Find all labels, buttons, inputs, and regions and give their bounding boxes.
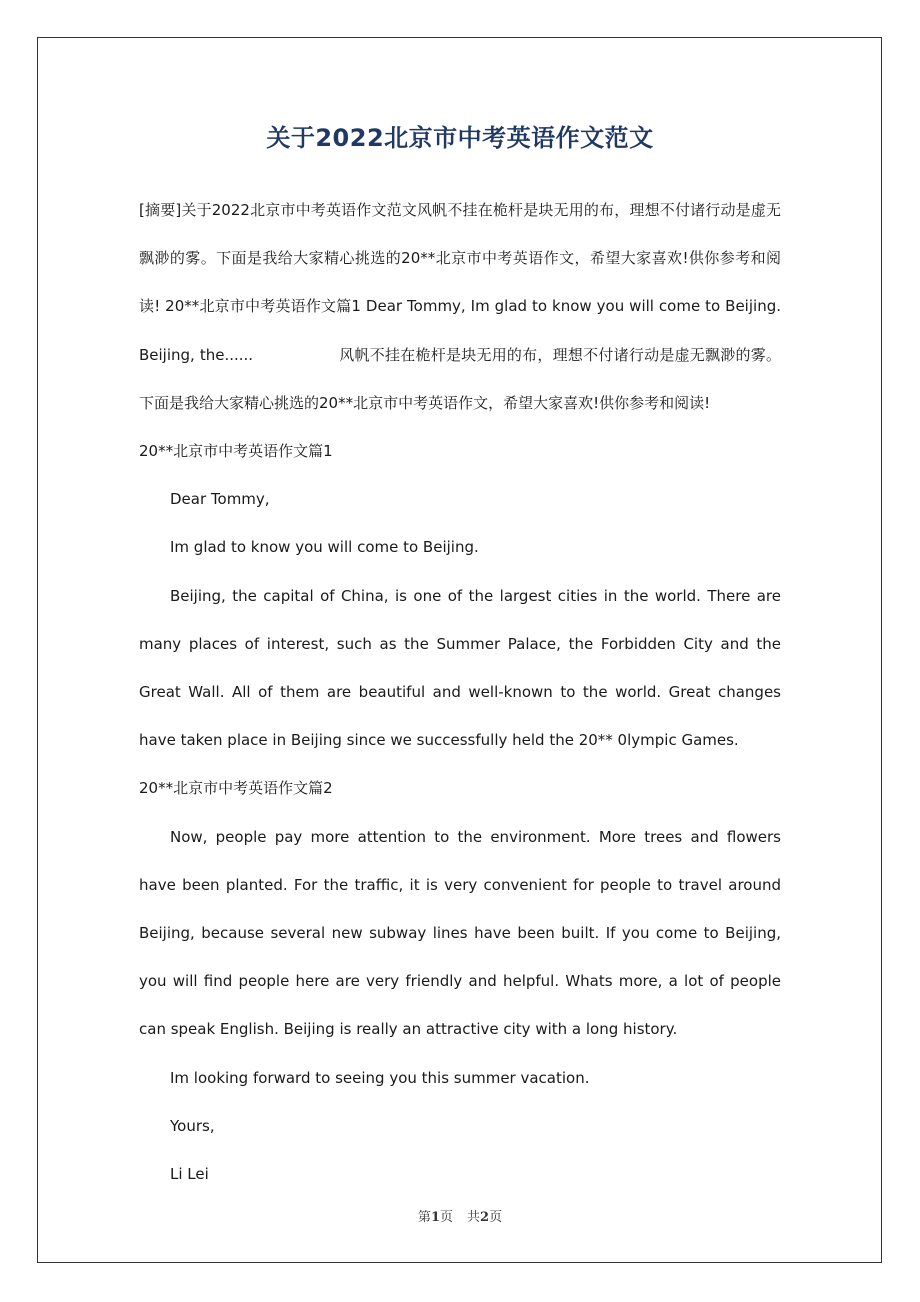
total-suffix: 页 xyxy=(489,1210,503,1225)
letter-paragraph-1: Im glad to know you will come to Beijing. xyxy=(170,538,479,557)
letter-greeting: Dear Tommy, xyxy=(170,490,270,509)
page-footer xyxy=(0,1206,920,1225)
total-prefix: 共 xyxy=(467,1210,481,1225)
letter-closing: Yours, xyxy=(170,1116,215,1135)
letter-paragraph-3: Now, people pay more attention to the environment. More trees and flowers have been planted. For the traffic, it is very convenient for people to travel around Beijing, because several new subway lines have been built. If you come to Beijing, you will find people here are very friendly and helpful. Whats more, a lot of people can speak English. Beijing is really an attractive city with a long history. xyxy=(139,827,781,1039)
page-current: 1 xyxy=(430,1210,440,1225)
page-prefix: 第 xyxy=(417,1210,431,1225)
page-total: 2 xyxy=(480,1210,490,1225)
page-suffix: 页 xyxy=(439,1210,453,1225)
abstract-text: [摘要]关于2022北京市中考英语作文范文风帆不挂在桅杆是块无用的布，理想不付诸行动是虚无飘渺的雾。下面是我给大家精心挑选的20**北京市中考英语作文，希望大家喜欢!供你参考和阅读! 20**北京市中考英语作文篇1 Dear Tommy, Im glad to know you will come to Beijing. Beijing, the...... xyxy=(139,201,781,364)
letter-paragraph-2: Beijing, the capital of China, is one of the largest cities in the world. There are many places of interest, such as the Summer Palace, the Forbidden City and the Great Wall. All of them are beautiful and well-known to the world. Great changes have taken place in Beijing since we successfully held the 20** 0lympic Games. xyxy=(139,586,781,750)
letter-signature: Li Lei xyxy=(170,1165,209,1184)
section-heading-2: 20**北京市中考英语作文篇2 xyxy=(139,779,333,798)
abstract-intro-text: 风帆不挂在桅杆是块无用的布，理想不付诸行动是虚无飘渺的雾。下面是我给大家精心挑选的20**北京市中考英语作文，希望大家喜欢!供你参考和阅读! xyxy=(139,345,781,412)
document-body xyxy=(139,186,781,1198)
section-heading-1: 20**北京市中考英语作文篇1 xyxy=(139,442,333,461)
document-title: 关于2022北京市中考英语作文范文 xyxy=(266,124,654,152)
letter-paragraph-4: Im looking forward to seeing you this summer vacation. xyxy=(170,1068,590,1087)
abstract-paragraph xyxy=(139,186,781,427)
